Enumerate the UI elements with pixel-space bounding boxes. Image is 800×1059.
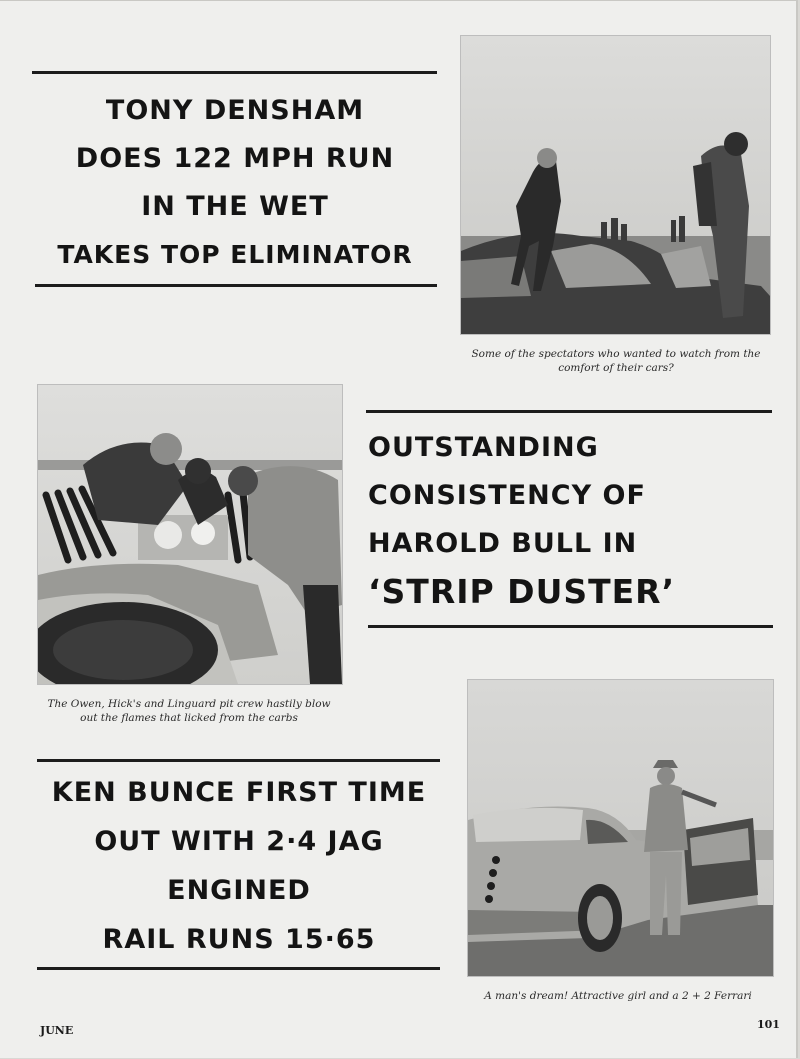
headline-densham-line-3: IN THE WET	[141, 191, 329, 222]
headline-bull-line-4: ‘STRIP DUSTER’	[368, 572, 676, 611]
rule-top-bunce	[37, 759, 440, 762]
caption-pit-crew-line-1: The Owen, Hick's and Linguard pit crew hastily blow	[47, 698, 331, 710]
rule-bottom-bull	[368, 625, 773, 628]
caption-spectators-line-1: Some of the spectators who wanted to watch from the	[471, 348, 761, 360]
rule-bottom-densham	[35, 284, 437, 287]
headline-bull-line-3: HAROLD BULL IN	[368, 528, 638, 559]
headline-densham-line-1: TONY DENSHAM	[105, 95, 365, 126]
photo-ferrari	[467, 679, 774, 977]
headline-bunce-line-2: OUT WITH 2·4 JAG	[94, 826, 384, 857]
headline-bull-line-1: OUTSTANDING	[368, 432, 599, 463]
caption-ferrari	[462, 989, 774, 1003]
caption-spectators	[463, 347, 769, 375]
headline-bunce-line-4: RAIL RUNS 15·65	[102, 924, 376, 955]
rule-bottom-bunce	[37, 967, 440, 970]
caption-pit-crew-line-2: out the flames that licked from the carbs	[80, 712, 298, 724]
footer-month: JUNE	[40, 1024, 74, 1037]
rule-top-bull	[366, 410, 772, 413]
caption-spectators-line-2: comfort of their cars?	[558, 362, 674, 374]
headline-bull-line-2: CONSISTENCY OF	[368, 480, 646, 511]
photo-spectators	[460, 35, 771, 335]
headline-bull	[368, 424, 774, 616]
rule-top-densham	[32, 71, 437, 74]
headline-densham-line-2: DOES 122 MPH RUN	[75, 143, 395, 174]
headline-densham	[28, 87, 442, 279]
headline-bunce-line-3: ENGINED	[167, 875, 311, 906]
headline-bunce	[30, 768, 448, 964]
headline-bunce-line-1: KEN BUNCE FIRST TIME	[51, 777, 427, 808]
headline-densham-line-4: TAKES TOP ELIMINATOR	[57, 240, 413, 269]
caption-pit-crew	[37, 697, 341, 725]
caption-ferrari-text: A man's dream! Attractive girl and a 2 + 2 Ferrari	[484, 990, 752, 1002]
page-number: 101	[757, 1018, 780, 1031]
photo-pit-crew	[37, 384, 343, 685]
